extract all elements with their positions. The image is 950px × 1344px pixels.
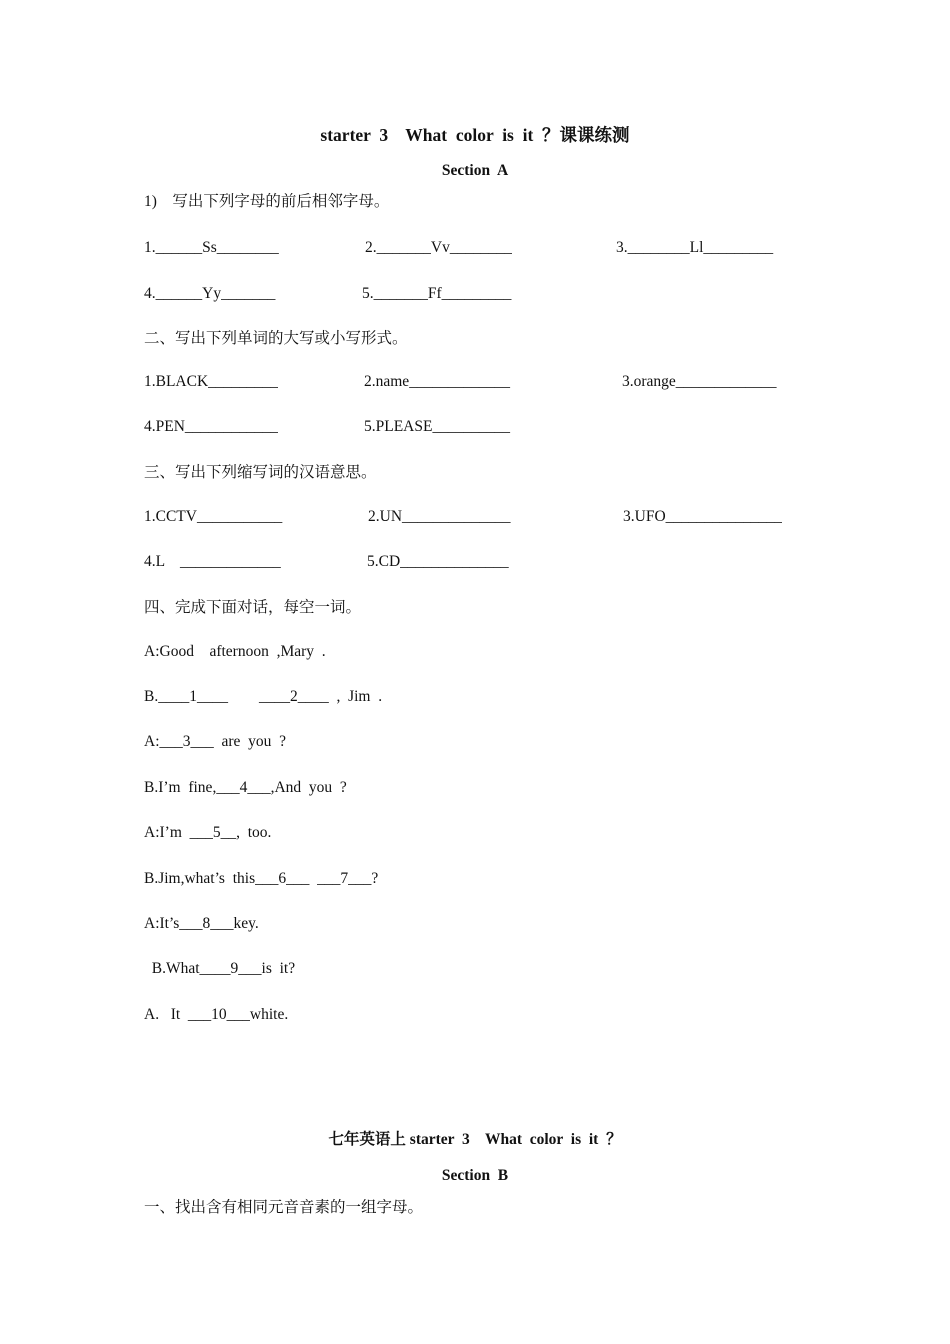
dialogue-line: A:It’s___8___key. <box>144 915 259 932</box>
q3-item: 4.L _____________ <box>144 553 281 570</box>
q1-item: 3.________Ll_________ <box>616 239 774 256</box>
q1-heading: 1) 写出下列字母的前后相邻字母。 <box>144 193 390 210</box>
dialogue-line: A:I’m ___5__, too. <box>144 824 272 841</box>
q2-item: 3.orange_____________ <box>622 373 777 390</box>
section-b-label: Section B <box>441 1167 509 1184</box>
dialogue-line: A:Good afternoon ,Mary . <box>144 643 326 660</box>
dialogue-line: B.What____9___is it? <box>144 960 296 977</box>
section-b-title: 七年英语上 starter 3 What color is it ？ <box>328 1131 622 1148</box>
dialogue-line: B.____1____ ____2____ , Jim . <box>144 688 383 705</box>
section-b-q1-heading: 一、找出含有相同元音音素的一组字母。 <box>144 1199 424 1216</box>
q1-item: 4.______Yy_______ <box>144 285 276 302</box>
q3-item: 5.CD______________ <box>367 553 509 570</box>
dialogue-line: A:___3___ are you ? <box>144 733 287 750</box>
q1-item: 5._______Ff_________ <box>362 285 512 302</box>
dialogue-line: A. It ___10___white. <box>144 1006 289 1023</box>
dialogue-line: B.I’m fine,___4___,And you ? <box>144 779 347 796</box>
q3-item: 1.CCTV___________ <box>144 508 283 525</box>
q2-item: 2.name_____________ <box>364 373 510 390</box>
section-a-label: Section A <box>441 162 509 179</box>
q3-item: 2.UN______________ <box>368 508 511 525</box>
q2-heading: 二、写出下列单词的大写或小写形式。 <box>144 330 408 347</box>
q1-item: 2._______Vv________ <box>365 239 512 256</box>
page-title: starter 3 What color is it ？课课练测 <box>320 125 630 145</box>
q2-item: 1.BLACK_________ <box>144 373 278 390</box>
q3-heading: 三、写出下列缩写词的汉语意思。 <box>144 464 377 481</box>
dialogue-line: B.Jim,what’s this___6___ ___7___? <box>144 870 379 887</box>
q4-heading: 四、完成下面对话，每空一词。 <box>144 599 362 616</box>
q2-item: 5.PLEASE__________ <box>364 418 510 435</box>
q1-item: 1.______Ss________ <box>144 239 279 256</box>
q2-item: 4.PEN____________ <box>144 418 278 435</box>
q3-item: 3.UFO_______________ <box>623 508 782 525</box>
